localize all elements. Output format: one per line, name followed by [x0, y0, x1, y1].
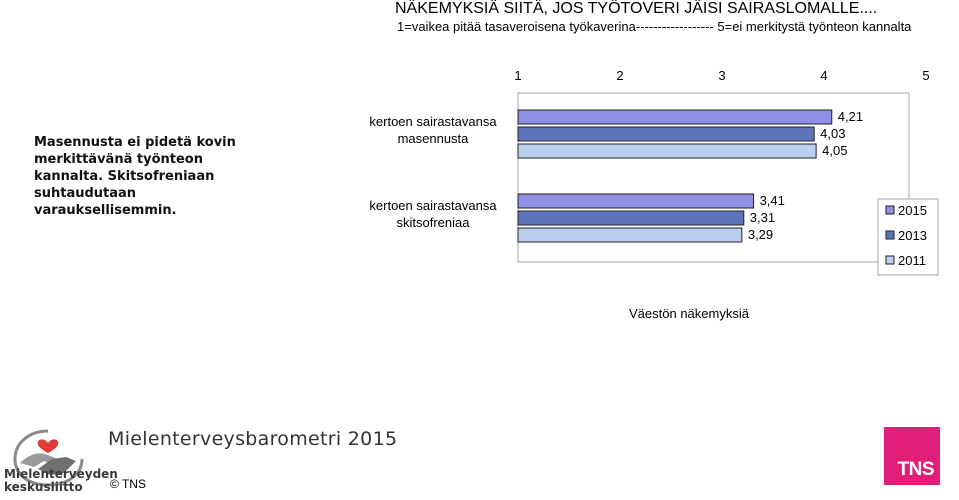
footer-title: Mielenterveysbarometri 2015 — [108, 428, 398, 450]
category-label: kertoen sairastavansa skitsofreniaa — [369, 198, 497, 230]
bar-2015 — [518, 110, 832, 124]
bar-2015 — [518, 194, 754, 208]
legend-label: 2015 — [898, 203, 927, 218]
x-tick-label: 3 — [718, 68, 726, 83]
logo-line-1: Mielenterveyden — [4, 467, 118, 481]
category-labels — [369, 114, 497, 230]
tns-logo-text: TNS — [897, 459, 934, 480]
bar-2011 — [518, 144, 816, 158]
data-label: 3,29 — [747, 227, 774, 242]
legend-label: 2013 — [898, 228, 927, 243]
data-label: 3,41 — [759, 193, 785, 208]
summary-note: Masennusta ei pidetä kovin merkittävänä työnteon kannalta. Skitsofreniaan suhtaudutaan varauksellisemmin. — [34, 135, 236, 218]
data-label: 4,05 — [822, 143, 848, 158]
copyright: © TNS — [110, 477, 146, 491]
legend — [878, 199, 938, 275]
data-label: 4,21 — [837, 109, 864, 124]
logo-line-2: keskusliitto — [4, 480, 83, 494]
legend-label: 2011 — [898, 253, 926, 268]
legend-swatch — [886, 206, 894, 214]
tns-logo — [884, 427, 940, 485]
legend-swatch — [886, 231, 894, 239]
bar-2011 — [518, 228, 742, 242]
bar-2013 — [518, 127, 814, 141]
x-axis-label: Väestön näkemyksiä — [629, 306, 749, 321]
bar-2013 — [518, 211, 744, 225]
x-tick-label: 2 — [616, 68, 624, 83]
scale-description: 1=vaikea pitää tasaveroisena työkaverina------------------ 5=ei merkitystä työnteon kannalta — [397, 19, 912, 34]
category-label: kertoen sairastavansa masennusta — [369, 114, 497, 146]
x-tick-label: 4 — [820, 68, 828, 83]
x-tick-labels — [514, 68, 929, 83]
logo-left-text — [4, 467, 118, 494]
legend-swatch — [886, 256, 894, 264]
page-title: NÄKEMYKSIÄ SIITÄ, JOS TYÖTOVERI JÄISI SAIRASLOMALLE.... — [395, 0, 878, 17]
data-label: 4,03 — [820, 126, 846, 141]
data-label: 3,31 — [749, 210, 776, 225]
x-tick-label: 1 — [514, 68, 522, 83]
x-tick-label: 5 — [922, 68, 930, 83]
